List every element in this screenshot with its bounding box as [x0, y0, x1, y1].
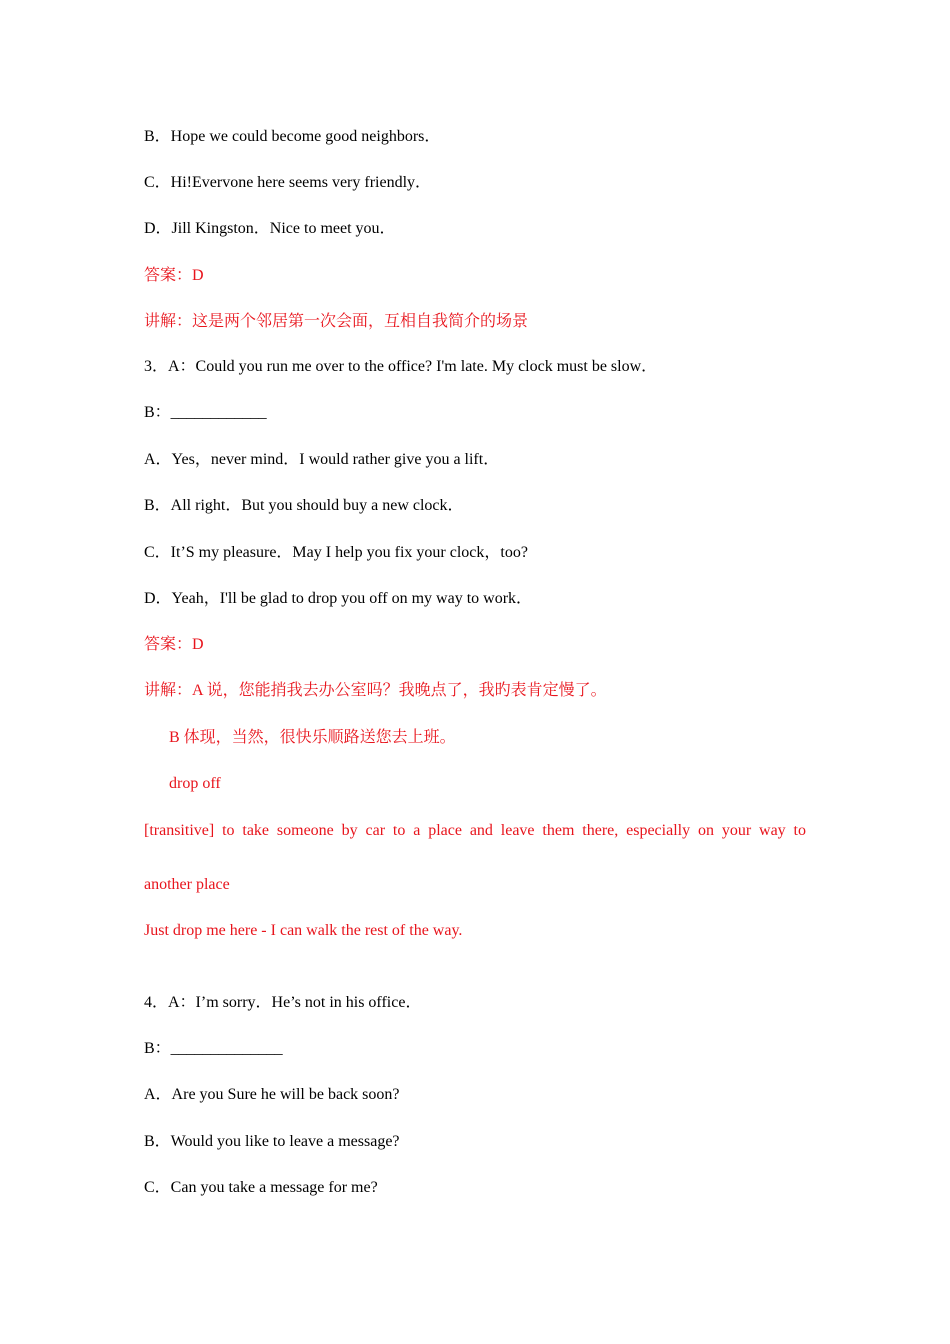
q4-option-a: A．Are you Sure he will be back soon?: [144, 1086, 400, 1103]
q3-answer: 答案：D: [144, 636, 204, 653]
q2-option-c: C．Hi!Evervone here seems very friendly．: [144, 174, 432, 191]
q3-option-c: C．It’S my pleasure．May I help you fix your clock，too?: [144, 544, 528, 561]
q3-phrase: drop off: [169, 775, 221, 792]
q3-explanation-2: B 体现，当然，很快乐顺路送您去上班。: [169, 729, 456, 746]
q2-option-d: D．Jill Kingston．Nice to meet you．: [144, 220, 396, 237]
q4-answer-blank: B：______________: [144, 1040, 283, 1057]
q4-question: 4．A：I’m sorry．He’s not in his office．: [144, 994, 422, 1011]
q3-explanation-1: 讲解：A 说，您能捎我去办公室吗？我晚点了，我旳表肯定慢了。: [144, 682, 607, 699]
q3-answer-blank: B：____________: [144, 404, 267, 421]
q3-option-d: D．Yeah，I'll be glad to drop you off on my way to work．: [144, 590, 533, 607]
q3-option-a: A．Yes，never mind．I would rather give you a lift．: [144, 451, 500, 468]
q3-definition-line-1: [transitive] to take someone by car to a place and leave them there, especially on your way to: [144, 822, 806, 839]
q3-definition-line-2: another place: [144, 876, 230, 893]
q4-option-c: C．Can you take a message for me?: [144, 1179, 378, 1196]
q2-explanation: 讲解：这是两个邻居第一次会面，互相自我简介的场景: [144, 313, 529, 330]
q4-option-b: B．Would you like to leave a message?: [144, 1133, 400, 1150]
q3-question: 3．A：Could you run me over to the office? I'm late. My clock must be slow．: [144, 358, 658, 375]
q2-option-b: B．Hope we could become good neighbors．: [144, 128, 441, 145]
q3-option-b: B．All right．But you should buy a new clock．: [144, 497, 464, 514]
q2-answer: 答案：D: [144, 267, 204, 284]
q3-example: Just drop me here - I can walk the rest of the way.: [144, 922, 463, 939]
